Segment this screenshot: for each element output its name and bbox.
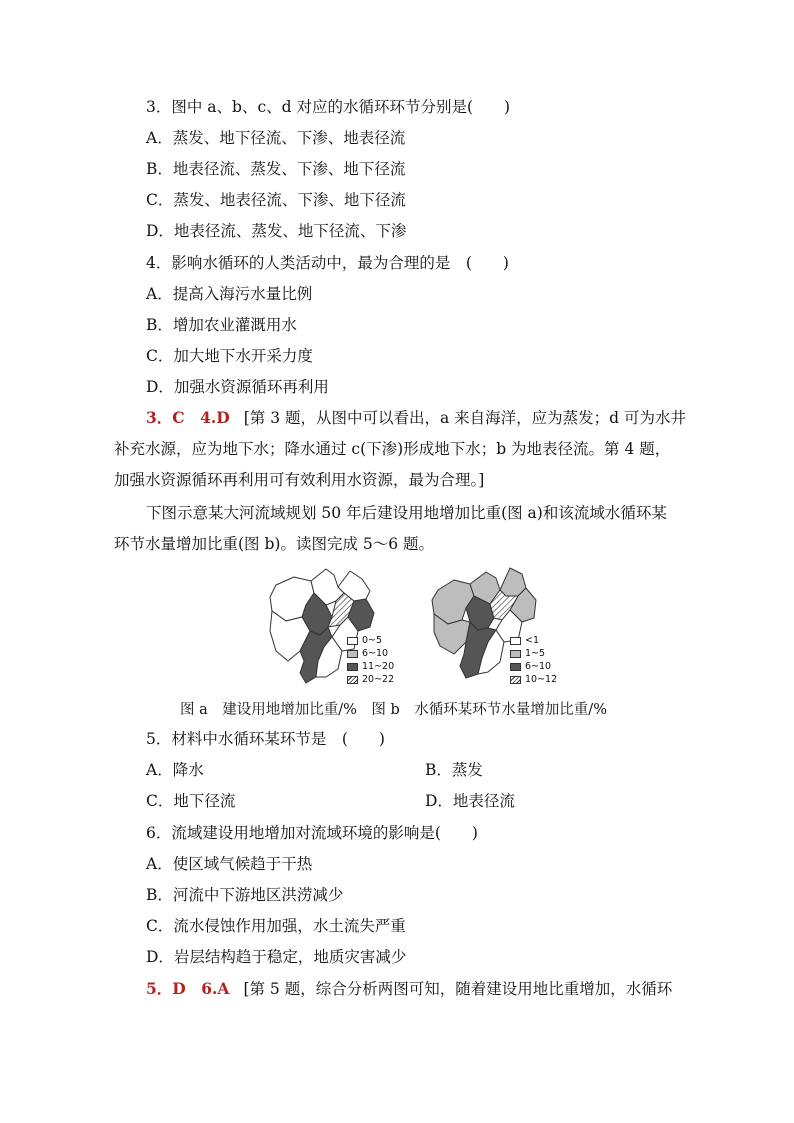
q3-option-c: C．蒸发、地表径流、下渗、地下径流 <box>146 191 406 209</box>
legend-swatch-light <box>510 650 521 658</box>
legend-a-item-1: 0~5 <box>347 634 394 647</box>
answer-3-4 <box>146 408 686 428</box>
q5-option-c: C．地下径流 <box>146 792 236 810</box>
legend-swatch-light <box>347 650 358 658</box>
legend-swatch-dark <box>347 663 358 671</box>
legend-b-item-2: 1~5 <box>510 647 557 660</box>
q3-option-d: D．地表径流、蒸发、地下径流、下渗 <box>146 222 407 240</box>
figure-caption: 图 a 建设用地增加比重/% 图 b 水循环某环节水量增加比重/% <box>180 702 607 718</box>
q6-stem: 6．流域建设用地增加对流域环境的影响是( ) <box>146 824 478 842</box>
q3-stem: 3．图中 a、b、c、d 对应的水循环环节分别是( ) <box>146 98 511 116</box>
legend-a-item-2: 6~10 <box>347 647 394 660</box>
q6-option-a: A．使区域气候趋于干热 <box>146 855 313 873</box>
map-b-legend <box>510 634 557 686</box>
q4-option-a: A．提高入海污水量比例 <box>146 285 313 303</box>
legend-a-item-4: 20~22 <box>347 673 394 686</box>
answer-5-6 <box>146 979 672 999</box>
intro-line1: 下图示意某大河流域规划 50 年后建设用地增加比重(图 a)和该流域水循环某 <box>146 504 667 522</box>
q4-option-d: D．加强水资源循环再利用 <box>146 378 329 396</box>
q6-option-c: C．流水侵蚀作用加强，水土流失严重 <box>146 917 406 935</box>
q5-stem: 5．材料中水循环某环节是 ( ) <box>146 730 385 748</box>
legend-b-item-3: 6~10 <box>510 660 557 673</box>
legend-swatch-white <box>347 637 358 645</box>
answer-explain-line2: 补充水源，应为地下水；降水通过 c(下渗)形成地下水；b 为地表径流。第 4 题， <box>114 440 671 458</box>
legend-swatch-white <box>510 637 521 645</box>
legend-swatch-hatch <box>347 676 358 684</box>
q4-option-b: B．增加农业灌溉用水 <box>146 316 297 334</box>
legend-swatch-dark <box>510 663 521 671</box>
q5-option-a: A．降水 <box>146 761 204 779</box>
legend-b-item-1: <1 <box>510 634 557 647</box>
q5-option-b: B．蒸发 <box>425 761 483 779</box>
q4-option-c: C．加大地下水开采力度 <box>146 347 313 365</box>
q3-option-b: B．地表径流、蒸发、下渗、地下径流 <box>146 160 406 178</box>
answer-label: 3．C 4.D <box>146 408 230 427</box>
intro-line2: 环节水量增加比重(图 b)。读图完成 5～6 题。 <box>114 535 435 553</box>
legend-b-item-4: 10~12 <box>510 673 557 686</box>
q6-option-b: B．河流中下游地区洪涝减少 <box>146 886 344 904</box>
answer-explain-line1: [第 3 题，从图中可以看出，a 来自海洋，应为蒸发；d 可为水井 <box>243 409 687 427</box>
legend-a-item-3: 11~20 <box>347 660 394 673</box>
q5-option-d: D．地表径流 <box>425 792 515 810</box>
q4-stem: 4．影响水循环的人类活动中，最为合理的是 ( ) <box>146 254 509 272</box>
q6-option-d: D．岩层结构趋于稳定，地质灾害减少 <box>146 948 407 966</box>
q3-option-a: A．蒸发、地下径流、下渗、地表径流 <box>146 129 406 147</box>
answer-explain-line1: [第 5 题，综合分析两图可知，随着建设用地比重增加，水循环 <box>243 980 673 998</box>
answer-label: 5．D 6.A <box>146 979 230 998</box>
legend-swatch-hatch <box>510 676 521 684</box>
map-a-legend <box>347 634 394 686</box>
answer-explain-line3: 加强水资源循环再利用可有效利用水资源，最为合理。] <box>114 471 485 489</box>
